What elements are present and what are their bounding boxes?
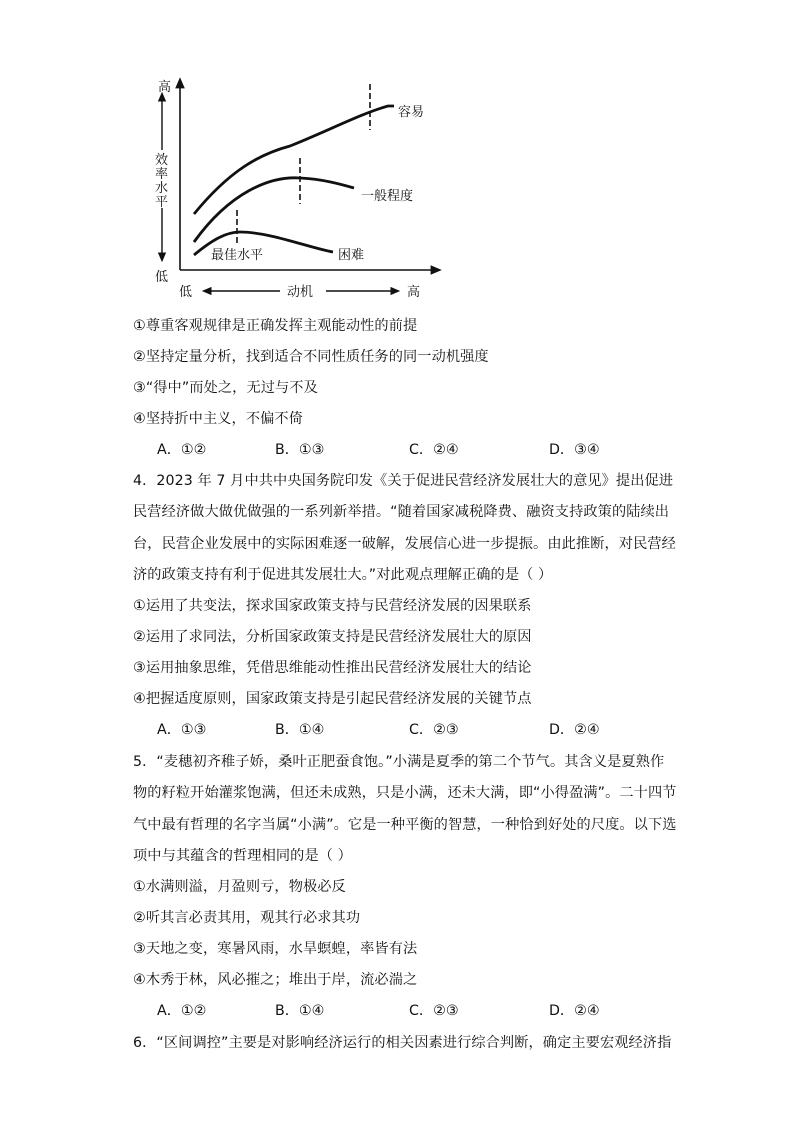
q5-option-a[interactable]: A．①②: [157, 1003, 207, 1019]
curve-medium-label: 一般程度: [361, 189, 414, 204]
y-label-char-2: 率: [155, 167, 169, 182]
q4-stem-line-4: 济的政策支持有利于促进其发展壮大。”对此观点理解正确的是（ ）: [133, 567, 553, 583]
y-high-label: 高: [158, 80, 172, 95]
q5-stem-line-2: 物的籽粒开始灌浆饱满，但还未成熟，只是小满，还未大满，即“小得盈满”。二十四节: [133, 785, 677, 801]
q4-option-b[interactable]: B．①④: [275, 722, 325, 738]
curve-easy-label: 容易: [398, 105, 425, 120]
y-label-char-4: 平: [155, 195, 169, 210]
y-low-label: 低: [155, 270, 169, 285]
x-axis-label: 动机: [287, 285, 314, 300]
q5-stem-line-1: 5．“麦穗初齐稚子娇，桑叶正肥蚕食饱。”小满是夏季的第二个节气。其含义是夏熟作: [133, 754, 665, 770]
q5-stem-line-4: 项中与其蕴含的哲理相同的是（ ）: [133, 848, 352, 864]
q3-statement-3: ③“得中”而处之，无过与不及: [133, 380, 318, 396]
optimum-label: 最佳水平: [211, 248, 264, 263]
motivation-efficiency-figure: [150, 72, 450, 304]
q5-statement-3: ③天地之变，寒暑风雨，水旱螟蝗，率皆有法: [133, 941, 418, 957]
q4-option-a[interactable]: A．①③: [157, 722, 207, 738]
q4-statement-4: ④把握适度原则，国家政策支持是引起民营经济发展的关键节点: [133, 691, 532, 707]
y-label-char-3: 水: [155, 181, 169, 196]
q5-statement-1: ①水满则溢，月盈则亏，物极必反: [133, 879, 346, 895]
q5-statement-4: ④木秀于林，风必摧之；堆出于岸，流必湍之: [133, 972, 418, 988]
q4-statement-3: ③运用抽象思维，凭借思维能动性推出民营经济发展壮大的结论: [133, 660, 532, 676]
q3-statement-2: ②坚持定量分析，找到适合不同性质任务的同一动机强度: [133, 349, 489, 365]
q5-option-b[interactable]: B．①④: [275, 1003, 325, 1019]
y-label-char-1: 效: [155, 153, 169, 168]
q4-statement-2: ②运用了求同法，分析国家政策支持是民营经济发展壮大的原因: [133, 629, 532, 645]
q5-statement-2: ②听其言必责其用，观其行必求其功: [133, 910, 361, 926]
q3-statement-1: ①尊重客观规律是正确发挥主观能动性的前提: [133, 318, 418, 334]
q4-option-d[interactable]: D．②④: [549, 722, 600, 738]
q3-statement-4: ④坚持折中主义，不偏不倚: [133, 411, 303, 427]
q3-option-c[interactable]: C．②④: [409, 442, 459, 458]
q3-option-d[interactable]: D．③④: [549, 442, 600, 458]
q3-option-b[interactable]: B．①③: [275, 442, 325, 458]
q4-stem-line-3: 台，民营企业发展中的实际困难逐一破解，发展信心进一步提振。由此推断，对民营经: [133, 536, 676, 552]
q6-stem-line-1: 6．“区间调控”主要是对影响经济运行的相关因素进行综合判断，确定主要宏观经济指: [133, 1035, 672, 1051]
q4-stem-line-1: 4．2023 年 7 月中共中央国务院印发《关于促进民营经济发展壮大的意见》提出促进: [133, 473, 674, 489]
q4-statement-1: ①运用了共变法，探求国家政策支持与民营经济发展的因果联系: [133, 598, 532, 614]
q5-stem-line-3: 气中最有哲理的名字当属“小满”。它是一种平衡的智慧，一种恰到好处的尺度。以下选: [133, 817, 677, 833]
q5-option-d[interactable]: D．②④: [549, 1003, 600, 1019]
q3-option-a[interactable]: A．①②: [157, 442, 207, 458]
curve-hard-label: 困难: [338, 248, 365, 263]
x-high-label: 高: [407, 285, 421, 300]
q4-stem-line-2: 民营经济做大做优做强的一系列新举措。“随着国家减税降费、融资支持政策的陆续出: [133, 504, 670, 520]
x-low-label: 低: [179, 285, 193, 300]
q4-option-c[interactable]: C．②③: [409, 722, 459, 738]
q5-option-c[interactable]: C．②③: [409, 1003, 459, 1019]
